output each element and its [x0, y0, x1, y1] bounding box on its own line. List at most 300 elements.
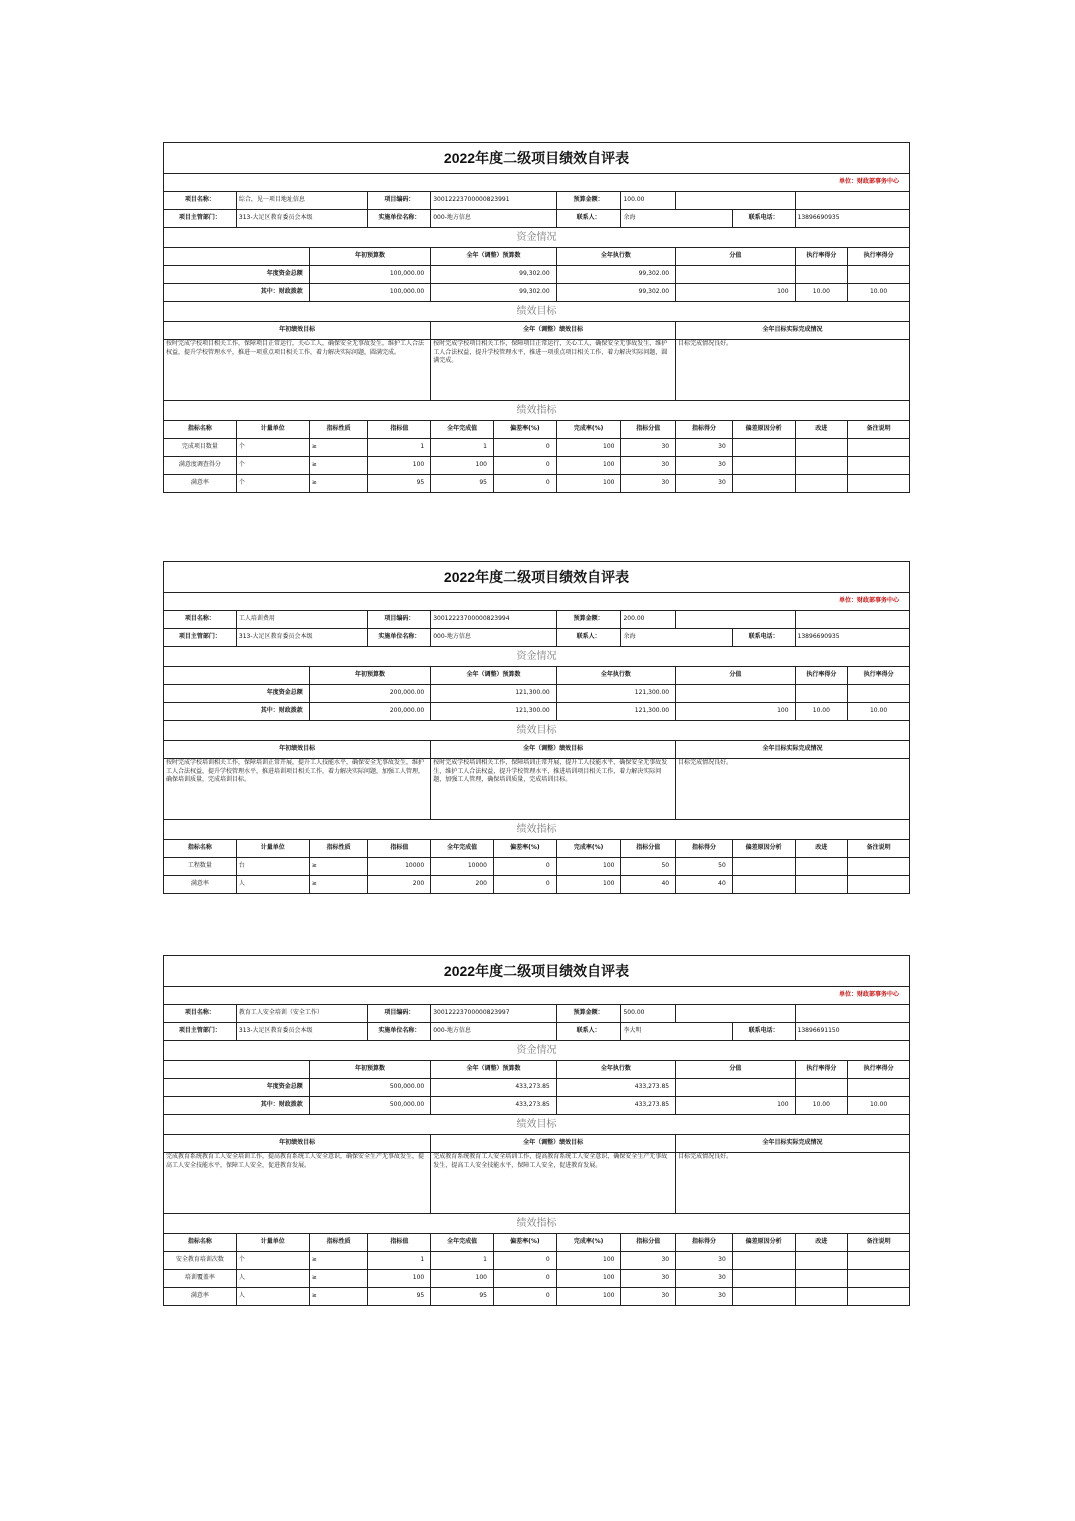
indicator-header: 指标分值: [621, 840, 676, 858]
indicator-cell: 0: [493, 1270, 556, 1288]
indicator-header: 指标得分: [676, 840, 733, 858]
unit-label: 单位：财政部事务中心: [164, 174, 910, 192]
project-name-value: 综合，见一项目地址信息: [236, 192, 368, 210]
indicator-cell: 培训覆盖率: [164, 1270, 237, 1288]
goal-text: 按时完成学校培训相关工作，保障培训正常开展，提升工人技能水平，确保安全无事故发生，维护工人合法权益，提升学校管理水平，推进培训项目相关工作，着力解决实际问题，加强工人管理，确保培训质量，完成培训目标。: [164, 759, 431, 820]
funds-row-label: 年度资金总额: [164, 685, 310, 703]
indicator-cell: 95: [431, 1288, 494, 1306]
goal-header: 全年（调整）绩效目标: [431, 741, 676, 759]
unit-label: 单位：财政部事务中心: [164, 987, 910, 1005]
table-row: [164, 1135, 910, 1153]
table-row: [164, 703, 910, 721]
indicator-cell: 30: [676, 475, 733, 493]
indicator-cell: 1: [368, 1252, 431, 1270]
funds-value: 121,300.00: [431, 703, 557, 721]
indicator-cell: 100: [431, 457, 494, 475]
funds-header: 执行率得分: [848, 248, 910, 266]
indicator-cell: 30: [676, 1288, 733, 1306]
indicator-header: 指标性质: [309, 421, 368, 439]
contact-value: 李大明: [621, 1023, 732, 1041]
goals-section-title: 绩效目标: [164, 1115, 910, 1135]
indicator-cell: ≥: [309, 1270, 368, 1288]
project-code-label: 项目编码：: [368, 611, 431, 629]
table-row: [164, 647, 910, 667]
indicator-header: 备注说明: [848, 421, 910, 439]
indicator-header: 计量单位: [236, 840, 309, 858]
table-row: [164, 210, 910, 228]
goal-text: 按时完成学校项目相关工作，保障项目正常运行，关心工人，确保安全无事故发生，维护工人合法权益，提升学校管理水平，推进一项重点项目相关工作，着力解决实际问题，圆满完成。: [164, 340, 431, 401]
indicator-cell: [795, 475, 848, 493]
goal-header: 全年目标实际完成情况: [676, 1135, 910, 1153]
table-row: [164, 759, 910, 820]
goal-header: 全年目标实际完成情况: [676, 322, 910, 340]
indicator-cell: [732, 858, 795, 876]
indicator-header: 备注说明: [848, 1234, 910, 1252]
indicator-cell: 100: [556, 876, 621, 894]
budget-amount-value: 500.00: [621, 1005, 676, 1023]
funds-value: 433,273.85: [556, 1097, 675, 1115]
indicator-cell: 台: [236, 858, 309, 876]
indicators-section-title: 绩效指标: [164, 1214, 910, 1234]
funds-value: [676, 685, 795, 703]
indicator-cell: [848, 1252, 910, 1270]
indicator-cell: [848, 876, 910, 894]
evaluation-table: [163, 561, 910, 894]
table-row: [164, 439, 910, 457]
impl-unit-label: 实施单位名称：: [368, 1023, 431, 1041]
table-row: [164, 1097, 910, 1115]
contact-value: 余海: [621, 629, 732, 647]
funds-header: 全年执行数: [556, 667, 675, 685]
project-name-label: 项目名称：: [164, 192, 237, 210]
indicator-cell: 200: [368, 876, 431, 894]
indicator-header: 指标分值: [621, 1234, 676, 1252]
indicator-header: 指标名称: [164, 840, 237, 858]
table-row: [164, 475, 910, 493]
table-row: [164, 820, 910, 840]
indicator-cell: 200: [431, 876, 494, 894]
indicator-header: 计量单位: [236, 421, 309, 439]
funds-section-title: 资金情况: [164, 647, 910, 667]
sheet-title: 2022年度二级项目绩效自评表: [164, 143, 910, 174]
indicator-header: 改进: [795, 1234, 848, 1252]
indicator-cell: 30: [676, 1252, 733, 1270]
funds-value: [848, 266, 910, 284]
funds-value: 200,000.00: [309, 703, 430, 721]
funds-row-label: 年度资金总额: [164, 266, 310, 284]
indicator-cell: 50: [676, 858, 733, 876]
indicator-cell: 0: [493, 457, 556, 475]
indicator-cell: [848, 475, 910, 493]
project-name-value: 教育工人安全培训（安全工作）: [236, 1005, 368, 1023]
indicator-cell: 50: [621, 858, 676, 876]
indicator-header: 偏差原因分析: [732, 840, 795, 858]
dept-label: 项目主管部门：: [164, 1023, 237, 1041]
impl-unit-label: 实施单位名称：: [368, 629, 431, 647]
table-row: [164, 1041, 910, 1061]
table-row: [164, 562, 910, 593]
table-row: [164, 685, 910, 703]
budget-amount-value: 200.00: [621, 611, 676, 629]
indicator-cell: 100: [556, 1288, 621, 1306]
indicator-cell: 0: [493, 1288, 556, 1306]
funds-value: 121,300.00: [556, 685, 675, 703]
indicator-cell: 满意度调查得分: [164, 457, 237, 475]
indicator-header: 偏差原因分析: [732, 1234, 795, 1252]
project-name-value: 工人培训费用: [236, 611, 368, 629]
table-cell: [164, 248, 310, 266]
goal-text: 完成教育系统教育工人安全培训工作，提高教育系统工人安全意识，确保安全生产无事故发生，提高工人安全技能水平，保障工人安全，促进教育发展。: [431, 1153, 676, 1214]
goal-text: 目标完成情况良好。: [676, 1153, 910, 1214]
indicator-cell: ≥: [309, 876, 368, 894]
funds-value: 10.00: [795, 703, 848, 721]
indicator-header: 全年完成值: [431, 840, 494, 858]
indicator-cell: 30: [621, 475, 676, 493]
table-cell: [795, 192, 909, 210]
table-row: [164, 192, 910, 210]
funds-header: 执行率得分: [795, 248, 848, 266]
table-cell: [164, 667, 310, 685]
phone-label: 联系电话：: [732, 210, 795, 228]
indicators-section-title: 绩效指标: [164, 820, 910, 840]
funds-value: 433,273.85: [556, 1079, 675, 1097]
dept-value: 313-大足区教育委员会本级: [236, 210, 368, 228]
indicator-cell: 工程数量: [164, 858, 237, 876]
indicator-cell: 1: [431, 439, 494, 457]
phone-label: 联系电话：: [732, 1023, 795, 1041]
indicator-cell: 满意率: [164, 876, 237, 894]
indicator-header: 指标分值: [621, 421, 676, 439]
budget-amount-value: 100.00: [621, 192, 676, 210]
table-row: [164, 457, 910, 475]
indicator-cell: 30: [621, 439, 676, 457]
indicator-cell: 100: [368, 457, 431, 475]
indicator-header: 偏差率(%): [493, 1234, 556, 1252]
indicator-cell: [848, 457, 910, 475]
indicator-header: 完成率(%): [556, 840, 621, 858]
funds-header: 全年（调整）预算数: [431, 1061, 557, 1079]
impl-unit-value: 000-地方信息: [431, 629, 557, 647]
funds-value: 100,000.00: [309, 284, 430, 302]
self-evaluation-sheet: [163, 561, 910, 894]
indicator-cell: 100: [368, 1270, 431, 1288]
funds-section-title: 资金情况: [164, 1041, 910, 1061]
indicator-header: 改进: [795, 421, 848, 439]
funds-header: 全年执行数: [556, 1061, 675, 1079]
table-row: [164, 1061, 910, 1079]
table-cell: [164, 1061, 310, 1079]
indicator-cell: ≥: [309, 1288, 368, 1306]
indicator-cell: 0: [493, 475, 556, 493]
impl-unit-value: 000-地方信息: [431, 210, 557, 228]
table-cell: [676, 1005, 795, 1023]
indicator-cell: 100: [556, 1270, 621, 1288]
indicator-header: 完成率(%): [556, 1234, 621, 1252]
funds-header: 分值: [676, 1061, 795, 1079]
indicator-cell: 个: [236, 457, 309, 475]
indicator-cell: 40: [676, 876, 733, 894]
dept-label: 项目主管部门：: [164, 629, 237, 647]
indicator-cell: [848, 1270, 910, 1288]
contact-label: 联系人：: [556, 1023, 621, 1041]
table-row: [164, 629, 910, 647]
funds-value: [848, 1079, 910, 1097]
evaluation-table: [163, 142, 910, 493]
phone-label: 联系电话：: [732, 629, 795, 647]
indicator-cell: [795, 457, 848, 475]
indicator-cell: ≥: [309, 475, 368, 493]
indicator-cell: 100: [556, 457, 621, 475]
indicator-cell: 100: [431, 1270, 494, 1288]
funds-header: 年初预算数: [309, 248, 430, 266]
funds-value: [795, 1079, 848, 1097]
indicator-header: 指标值: [368, 840, 431, 858]
table-row: [164, 987, 910, 1005]
project-code-value: 30012223700000823997: [431, 1005, 557, 1023]
indicator-header: 全年完成值: [431, 421, 494, 439]
funds-header: 年初预算数: [309, 667, 430, 685]
table-row: [164, 1153, 910, 1214]
indicator-cell: 95: [368, 1288, 431, 1306]
indicator-cell: 个: [236, 475, 309, 493]
indicator-cell: 40: [621, 876, 676, 894]
contact-label: 联系人：: [556, 210, 621, 228]
goal-header: 年初绩效目标: [164, 322, 431, 340]
funds-header: 全年（调整）预算数: [431, 667, 557, 685]
sheet-title: 2022年度二级项目绩效自评表: [164, 562, 910, 593]
table-row: [164, 956, 910, 987]
indicator-cell: [795, 439, 848, 457]
indicator-cell: ≥: [309, 1252, 368, 1270]
funds-value: 100: [676, 1097, 795, 1115]
indicator-cell: 0: [493, 858, 556, 876]
indicator-cell: [848, 858, 910, 876]
funds-value: 200,000.00: [309, 685, 430, 703]
funds-value: 99,302.00: [431, 284, 557, 302]
indicator-cell: [848, 439, 910, 457]
indicator-cell: 人: [236, 1288, 309, 1306]
indicator-cell: 30: [621, 457, 676, 475]
table-row: [164, 1234, 910, 1252]
funds-header: 执行率得分: [795, 1061, 848, 1079]
goal-text: 完成教育系统教育工人安全培训工作，提高教育系统工人安全意识，确保安全生产无事故发生，提高工人安全技能水平，保障工人安全，促进教育发展。: [164, 1153, 431, 1214]
indicator-cell: [732, 475, 795, 493]
goal-text: 目标完成情况良好。: [676, 340, 910, 401]
indicator-cell: 30: [621, 1270, 676, 1288]
funds-value: [848, 685, 910, 703]
indicator-cell: [848, 1288, 910, 1306]
indicator-cell: 满意率: [164, 475, 237, 493]
indicator-cell: 30: [621, 1252, 676, 1270]
dept-value: 313-大足区教育委员会本级: [236, 1023, 368, 1041]
indicator-cell: [795, 1252, 848, 1270]
indicator-cell: ≥: [309, 457, 368, 475]
indicator-header: 指标值: [368, 421, 431, 439]
indicator-header: 偏差率(%): [493, 421, 556, 439]
table-row: [164, 1079, 910, 1097]
funds-value: 99,302.00: [431, 266, 557, 284]
funds-value: [676, 1079, 795, 1097]
phone-value: 13896690935: [795, 210, 909, 228]
indicator-header: 指标名称: [164, 421, 237, 439]
funds-row-label: 其中：财政拨款: [164, 1097, 310, 1115]
table-row: [164, 228, 910, 248]
table-cell: [676, 192, 795, 210]
dept-value: 313-大足区教育委员会本级: [236, 629, 368, 647]
indicator-cell: 30: [621, 1288, 676, 1306]
table-row: [164, 401, 910, 421]
funds-value: 10.00: [795, 1097, 848, 1115]
self-evaluation-sheet: [163, 955, 910, 1306]
indicator-cell: 30: [676, 1270, 733, 1288]
indicator-header: 全年完成值: [431, 1234, 494, 1252]
indicator-cell: 1: [368, 439, 431, 457]
indicator-cell: 95: [431, 475, 494, 493]
funds-header: 年初预算数: [309, 1061, 430, 1079]
indicator-cell: [732, 1288, 795, 1306]
indicator-cell: [795, 1288, 848, 1306]
indicators-section-title: 绩效指标: [164, 401, 910, 421]
table-row: [164, 302, 910, 322]
funds-value: 500,000.00: [309, 1079, 430, 1097]
indicator-header: 偏差率(%): [493, 840, 556, 858]
goals-section-title: 绩效目标: [164, 721, 910, 741]
funds-value: 500,000.00: [309, 1097, 430, 1115]
funds-header: 分值: [676, 248, 795, 266]
indicator-cell: 30: [676, 439, 733, 457]
indicator-cell: [732, 876, 795, 894]
funds-value: 100: [676, 284, 795, 302]
funds-value: [795, 266, 848, 284]
table-row: [164, 1115, 910, 1135]
funds-value: 10.00: [848, 703, 910, 721]
self-evaluation-sheet: [163, 142, 910, 493]
table-row: [164, 721, 910, 741]
table-row: [164, 741, 910, 759]
project-name-label: 项目名称：: [164, 611, 237, 629]
indicator-header: 改进: [795, 840, 848, 858]
funds-row-label: 其中：财政拨款: [164, 703, 310, 721]
indicator-cell: 0: [493, 876, 556, 894]
funds-value: 10.00: [848, 284, 910, 302]
budget-amount-label: 预算金额：: [556, 1005, 621, 1023]
indicator-cell: 10000: [368, 858, 431, 876]
funds-value: 433,273.85: [431, 1079, 557, 1097]
indicator-cell: [795, 858, 848, 876]
indicator-cell: 100: [556, 858, 621, 876]
funds-value: 100: [676, 703, 795, 721]
table-cell: [795, 1005, 909, 1023]
indicator-cell: ≥: [309, 858, 368, 876]
project-code-label: 项目编码：: [368, 1005, 431, 1023]
indicator-header: 指标名称: [164, 1234, 237, 1252]
indicator-header: 指标性质: [309, 840, 368, 858]
table-row: [164, 840, 910, 858]
table-cell: [676, 611, 795, 629]
sheet-title: 2022年度二级项目绩效自评表: [164, 956, 910, 987]
table-row: [164, 143, 910, 174]
funds-header: 分值: [676, 667, 795, 685]
table-row: [164, 266, 910, 284]
project-name-label: 项目名称：: [164, 1005, 237, 1023]
funds-value: [795, 685, 848, 703]
goals-section-title: 绩效目标: [164, 302, 910, 322]
contact-value: 余海: [621, 210, 732, 228]
goal-header: 全年（调整）绩效目标: [431, 1135, 676, 1153]
budget-amount-label: 预算金额：: [556, 192, 621, 210]
table-row: [164, 284, 910, 302]
indicator-cell: 1: [431, 1252, 494, 1270]
funds-value: 99,302.00: [556, 284, 675, 302]
goal-header: 全年目标实际完成情况: [676, 741, 910, 759]
indicator-cell: 个: [236, 439, 309, 457]
goal-header: 年初绩效目标: [164, 741, 431, 759]
indicator-cell: [795, 1270, 848, 1288]
indicator-cell: 95: [368, 475, 431, 493]
phone-value: 13896691150: [795, 1023, 909, 1041]
table-cell: [795, 611, 909, 629]
budget-amount-label: 预算金额：: [556, 611, 621, 629]
funds-value: 99,302.00: [556, 266, 675, 284]
table-row: [164, 1288, 910, 1306]
indicator-cell: 100: [556, 475, 621, 493]
table-row: [164, 1270, 910, 1288]
table-row: [164, 322, 910, 340]
indicator-cell: 人: [236, 1270, 309, 1288]
indicator-cell: 人: [236, 876, 309, 894]
indicator-cell: [732, 439, 795, 457]
indicator-cell: 完成项目数量: [164, 439, 237, 457]
project-code-value: 30012223700000823994: [431, 611, 557, 629]
funds-value: 10.00: [795, 284, 848, 302]
funds-value: 121,300.00: [556, 703, 675, 721]
indicator-cell: 个: [236, 1252, 309, 1270]
goal-header: 年初绩效目标: [164, 1135, 431, 1153]
indicator-header: 指标性质: [309, 1234, 368, 1252]
impl-unit-value: 000-地方信息: [431, 1023, 557, 1041]
funds-header: 全年（调整）预算数: [431, 248, 557, 266]
impl-unit-label: 实施单位名称：: [368, 210, 431, 228]
goal-text: 按时完成学校项目相关工作，保障项目正常运行，关心工人，确保安全无事故发生，维护工人合法权益，提升学校管理水平，推进一项重点项目相关工作，着力解决实际问题，圆满完成。: [431, 340, 676, 401]
indicator-cell: 0: [493, 439, 556, 457]
indicator-cell: 100: [556, 1252, 621, 1270]
project-code-value: 30012223700000823991: [431, 192, 557, 210]
table-row: [164, 340, 910, 401]
indicator-header: 偏差原因分析: [732, 421, 795, 439]
indicator-cell: [732, 1270, 795, 1288]
funds-header: 执行率得分: [848, 1061, 910, 1079]
indicator-cell: [732, 457, 795, 475]
funds-header: 全年执行数: [556, 248, 675, 266]
table-row: [164, 858, 910, 876]
table-row: [164, 1005, 910, 1023]
indicator-cell: ≥: [309, 439, 368, 457]
indicator-header: 指标值: [368, 1234, 431, 1252]
indicator-cell: 安全教育培训次数: [164, 1252, 237, 1270]
funds-section-title: 资金情况: [164, 228, 910, 248]
funds-value: 121,300.00: [431, 685, 557, 703]
table-row: [164, 248, 910, 266]
table-row: [164, 421, 910, 439]
funds-value: 100,000.00: [309, 266, 430, 284]
contact-label: 联系人：: [556, 629, 621, 647]
indicator-cell: 0: [493, 1252, 556, 1270]
funds-value: 433,273.85: [431, 1097, 557, 1115]
project-code-label: 项目编码：: [368, 192, 431, 210]
indicator-header: 完成率(%): [556, 421, 621, 439]
funds-row-label: 其中：财政拨款: [164, 284, 310, 302]
funds-row-label: 年度资金总额: [164, 1079, 310, 1097]
